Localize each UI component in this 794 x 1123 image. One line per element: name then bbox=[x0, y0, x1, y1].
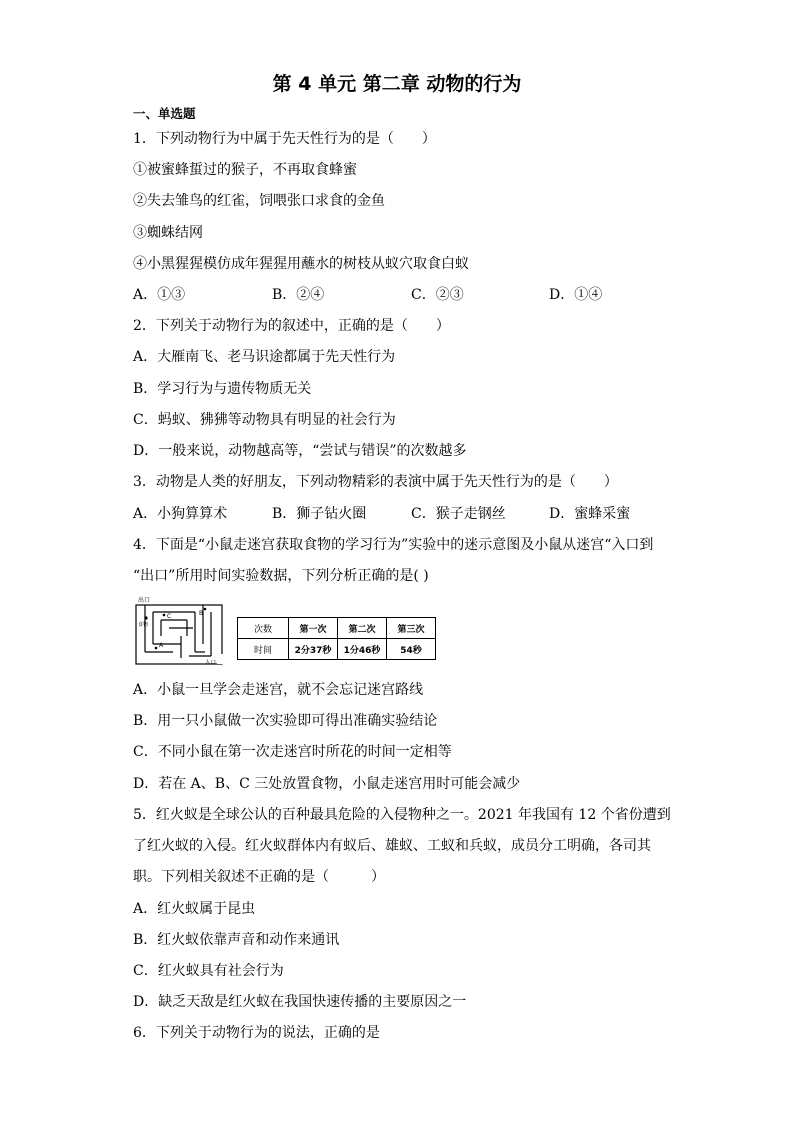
q1-item-3: ③蜘蛛结网 bbox=[133, 225, 203, 241]
q3-option-c: C．猴子走钢丝 bbox=[411, 506, 506, 522]
maze-time-table bbox=[237, 617, 436, 660]
q5-option-d: D．缺乏天敌是红火蚁在我国快速传播的主要原因之一 bbox=[133, 994, 467, 1010]
q2-stem: 2．下列关于动物行为的叙述中，正确的是（ ） bbox=[133, 318, 450, 334]
table-row bbox=[238, 618, 436, 639]
q4-option-d: D．若在 A、B、C 三处放置食物，小鼠走迷宫用时可能会减少 bbox=[133, 776, 521, 792]
q1-item-2: ②失去雏鸟的红雀，饲喂张口求食的金鱼 bbox=[133, 193, 385, 209]
table-cell: 54秒 bbox=[387, 639, 436, 660]
q2-option-a: A．大雁南飞、老马识途都属于先天性行为 bbox=[133, 349, 396, 365]
table-row bbox=[238, 639, 436, 660]
q5-option-c: C．红火蚁具有社会行为 bbox=[133, 963, 284, 979]
q6-stem: 6．下列关于动物行为的说法，正确的是 bbox=[133, 1025, 380, 1041]
q2-option-d: D．一般来说，动物越高等，“尝试与错误”的次数越多 bbox=[133, 443, 467, 459]
q3-option-b: B．狮子钻火圈 bbox=[272, 506, 367, 522]
table-cell: 2分37秒 bbox=[289, 639, 338, 660]
maze-entry-label: 入口 bbox=[205, 660, 217, 666]
table-header-cell: 第二次 bbox=[338, 618, 387, 639]
q2-option-c: C．蚂蚁、狒狒等动物具有明显的社会行为 bbox=[133, 412, 396, 428]
q5-stem-line-3: 职。下列相关叙述不正确的是（ ） bbox=[133, 869, 385, 885]
q5-option-b: B．红火蚁依靠声音和动作来通讯 bbox=[133, 932, 340, 948]
q4-option-a: A．小鼠一旦学会走迷宫，就不会忘记迷宫路线 bbox=[133, 682, 424, 698]
table-header-cell: 第三次 bbox=[387, 618, 436, 639]
q5-stem-line-1: 5．红火蚁是全球公认的百种最具危险的入侵物种之一。2021 年我国有 12 个省份遭到 bbox=[133, 807, 671, 823]
maze-diagram bbox=[133, 596, 225, 666]
table-cell: 1分46秒 bbox=[338, 639, 387, 660]
q5-option-a: A．红火蚁属于昆虫 bbox=[133, 901, 256, 917]
q3-option-a: A．小狗算算术 bbox=[133, 506, 228, 522]
maze-point-a: A bbox=[159, 642, 164, 649]
page-title: 第 4 单元 第二章 动物的行为 bbox=[272, 73, 522, 95]
section-heading: 一、单选题 bbox=[133, 106, 196, 121]
q5-stem-line-2: 了红火蚁的入侵。红火蚁群体内有蚁后、雄蚁、工蚁和兵蚁，成员分工明确，各司其 bbox=[133, 838, 651, 854]
q4-stem-line-1: 4．下面是“小鼠走迷宫获取食物的学习行为”实验中的迷示意图及小鼠从迷宫“入口到 bbox=[133, 537, 654, 553]
maze-exit-label: 出口 bbox=[138, 597, 151, 604]
q2-option-b: B．学习行为与遗传物质无关 bbox=[133, 381, 312, 397]
q1-item-4: ④小黑猩猩模仿成年猩猩用蘸水的树枝从蚁穴取食白蚁 bbox=[133, 256, 469, 272]
q1-stem: 1．下列动物行为中属于先天性行为的是（ ） bbox=[133, 131, 436, 147]
q1-item-1: ①被蜜蜂蜇过的猴子，不再取食蜂蜜 bbox=[133, 162, 357, 178]
table-cell: 时间 bbox=[238, 639, 289, 660]
q4-option-c: C．不同小鼠在第一次走迷宫时所花的时间一定相等 bbox=[133, 744, 452, 760]
q4-option-b: B．用一只小鼠做一次实验即可得出准确实验结论 bbox=[133, 713, 438, 729]
q1-option-b: B．②④ bbox=[272, 287, 325, 303]
q1-option-c: C．②③ bbox=[411, 287, 464, 303]
maze-point-c: C bbox=[167, 613, 172, 620]
table-header-cell: 第一次 bbox=[289, 618, 338, 639]
q3-stem: 3．动物是人类的好朋友，下列动物精彩的表演中属于先天性行为的是（ ） bbox=[133, 474, 618, 490]
q3-option-d: D．蜜蜂采蜜 bbox=[549, 506, 631, 522]
table-header-cell: 次数 bbox=[238, 618, 289, 639]
q4-stem-line-2: “出口”所用时间实验数据，下列分析正确的是( ) bbox=[133, 568, 429, 584]
q1-option-d: D．①④ bbox=[549, 287, 603, 303]
maze-food-label: 食物 bbox=[138, 622, 149, 628]
maze-point-b: B bbox=[199, 610, 204, 617]
q1-option-a: A．①③ bbox=[133, 287, 186, 303]
